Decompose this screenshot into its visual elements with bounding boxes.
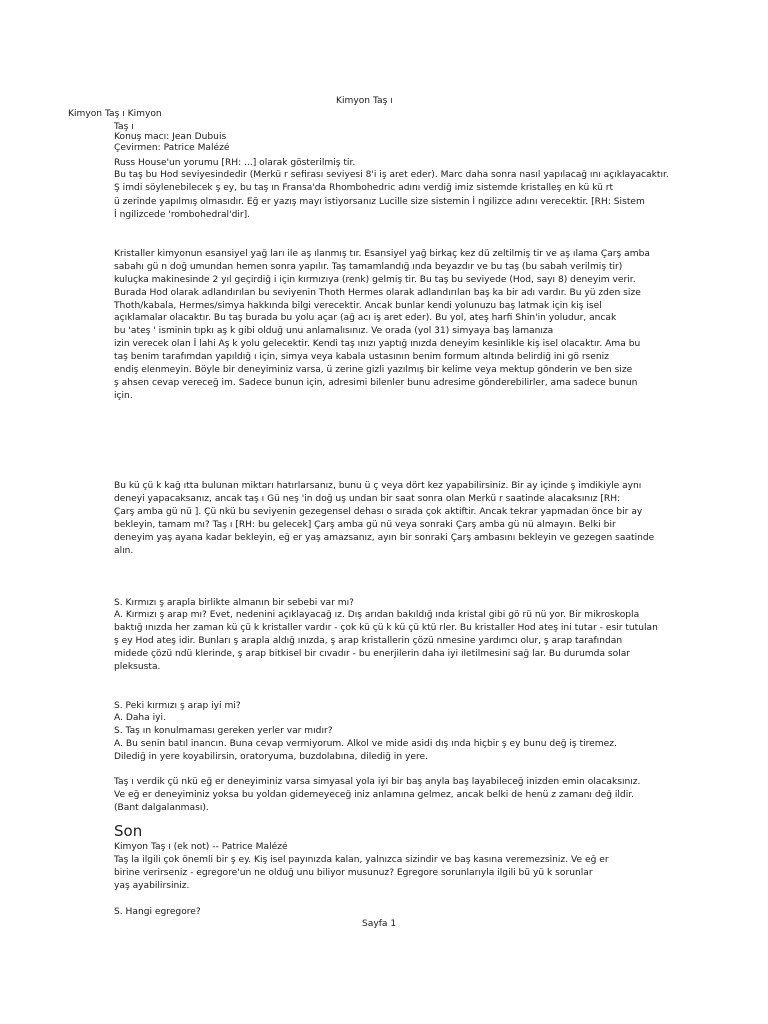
meta-translator: Çevirmen: Patrice Malézé — [114, 143, 230, 153]
text-line: Taş ı verdik çü nkü eğ er deneyiminiz varsa simyasal yola iyi bir baş anyla baş layabileceğ inizden emin olacaksınız. — [114, 777, 641, 787]
text-line: bekleyin, tamam mı? Taş ı [RH: bu gelecek] Çarş amba gü nü veya sonraki Çarş amba gü nü almayın. Belki bir — [114, 520, 616, 530]
answer-line: pleksusta. — [114, 662, 161, 672]
text-line: Ş imdi söylenebilecek ş ey, bu taş ın Fransa'da Rhombohedric adını verdiğ imiz sistemde kristalleş en kü kü rt — [114, 183, 614, 193]
page-title: Kimyon Taş ı — [336, 96, 393, 106]
text-line: Kristaller kimyonun esansiyel yağ ları ile aş ılanmış tır. Esansiyel yağ birkaç kez dü zeltilmiş tir ve aş ılama Çarş amba — [114, 249, 650, 259]
text-line: sabahı gü n doğ umundan hemen sonra yapılır. Taş tamamlandığ ında beyazdır ve bu taş (bu sabah verilmiş tir) — [114, 262, 623, 272]
text-line: kuluçka makinesinde 2 yıl geçirdiğ i için kırmızıya (renk) gelmiş tir. Bu taş bu seviyede (Hod, sayı 8) deneyim verir. — [114, 275, 636, 285]
answer-line: Dilediğ in yere koyabilirsin, oratoryuma, buzdolabına, dilediğ in yere. — [114, 752, 428, 762]
text-line: Burada Hod olarak adlandırılan bu seviyenin Thoth Hermes olarak adlandırılan baş ka bir adı vardır. Bu yü zden size — [114, 288, 641, 298]
text-line: ü zerinde yapılmış olmasıdır. Eğ er yazış mayı istiyorsanız Lucille size sistemin İ ngilizce adını verecektir. [RH: Sistem — [114, 197, 645, 207]
answer-line: ş ey Hod ateş idir. Bunları ş arapla aldığ ınızda, ş arap kristallerin çözü nmesine yardımcı olur, ş arap tarafından — [114, 636, 623, 646]
text-line: ş ahsen cevap vereceğ im. Sadece bunun için, adresimi bilenler bunu adresime gönderebilirler, ama sadece bunun — [114, 378, 638, 388]
document-subtitle: Kimyon Taş ı Kimyon — [68, 109, 162, 119]
text-line: taş benim tarafımdan yapıldığ ı için, simya veya kabala ustasının benim formum altında belirdiğ ini gö rseniz — [114, 352, 609, 362]
answer-line: A. Bu senin batıl inancın. Buna cevap vermiyorum. Alkol ve mide asidi dış ında hiçbir ş ey bunu değ iş tiremez. — [114, 739, 617, 749]
text-line: (Bant dalgalanması). — [114, 803, 209, 813]
text-line: izin verecek olan İ lahi Aş k yolu gelecektir. Kendi taş ınızı yaptığ ınızda deneyim kesinlikle kiş isel olacaktır. Ama bu — [114, 339, 641, 349]
text-line: alın. — [114, 546, 134, 556]
text-line: birine verirseniz - egregore'un ne olduğ unu biliyor musunuz? Egregore sorunlarıyla ilgili bü yü k sorunlar — [114, 868, 593, 878]
question-line: S. Kırmızı ş arapla birlikte almanın bir sebebi var mı? — [114, 598, 354, 608]
text-line: açıklamalar olacaktır. Bu taş burada bu yolu açar (ağ acı iş aret eder). Bu yol, ateş harfi Shin'in yoludur, ancak — [114, 313, 617, 323]
page-number: Sayfa 1 — [362, 919, 397, 929]
question-line: S. Peki kırmızı ş arap iyi mi? — [114, 701, 241, 711]
text-line: için. — [114, 391, 133, 401]
question-line: S. Hangi egregore? — [114, 907, 201, 917]
text-line: İ ngilizcede 'rombohedral'dir]. — [114, 210, 251, 220]
text-line: bu 'ateş ' isminin tıpkı aş k gibi olduğ unu anlamalısınız. Ve orada (yol 31) simyaya baş lamanıza — [114, 326, 554, 336]
text-line: yaş ayabilirsiniz. — [114, 881, 190, 891]
answer-line: A. Daha iyi. — [114, 713, 166, 723]
answer-line: midede çözü ndü klerinde, ş arap bitkisel bir cıvadır - bu enerjilerin daha iyi iletilmesini sağ lar. Bu durumda solar — [114, 649, 631, 659]
text-line: deneyim yaş ayana kadar bekleyin, eğ er yaş amazsanız, ayın bir sonraki Çarş ambasını bekleyin ve gezegen saatinde — [114, 533, 655, 543]
afterword-title: Kimyon Taş ı (ek not) -- Patrice Malézé — [114, 842, 288, 852]
text-line: Taş la ilgili çok önemli bir ş ey. Kiş isel payınızda kalan, yalnızca sizindir ve baş kasına veremezsiniz. Ve eğ er — [114, 855, 609, 865]
meta-line: Taş ı — [114, 122, 134, 132]
text-line: Russ House'un yorumu [RH: ...] olarak gösterilmiş tir. — [114, 158, 356, 168]
text-line: Thoth/kabala, Hermes/simya hakkında bilgi verecektir. Ancak bunlar kendi yolunuzu baş latmak için kiş isel — [114, 301, 602, 311]
text-line: Ve eğ er deneyiminiz yoksa bu yoldan gidemeyeceğ iniz anlamına gelmez, ancak belki de henü z zamanı değ ildir. — [114, 790, 635, 800]
answer-line: A. Kırmızı ş arap mı? Evet, nedenini açıklayacağ ız. Dış arıdan bakıldığ ında kristal gibi gö rü nü yor. Bir mikroskopla — [114, 610, 640, 620]
question-line: S. Taş ın konulmaması gereken yerler var mıdır? — [114, 726, 333, 736]
answer-line: baktığ ınızda her zaman kü çü k kristaller vardır - çok kü çü k kü çü ktü rler. Bu kristaller Hod ateş ini tutar - esir tutulan — [114, 623, 658, 633]
meta-speaker: Konuş macı: Jean Dubuis — [114, 132, 227, 142]
section-heading-son: Son — [114, 822, 143, 840]
text-line: deneyi yapacaksanız, ancak taş ı Gü neş 'in doğ uş undan bir saat sonra olan Merkü r saatinde alacaksınız [RH: — [114, 494, 621, 504]
text-line: Bu kü çü k kağ ıtta bulunan miktarı hatırlarsanız, bunu ü ç veya dört kez yapabilirsiniz. Bir ay içinde ş imdikiyle aynı — [114, 481, 642, 491]
text-line: Bu taş bu Hod seviyesindedir (Merkü r sefirası seviyesi 8'i iş aret eder). Marc daha sonra nasıl yapılacağ ını açıklayacaktır. — [114, 170, 669, 180]
text-line: endiş elenmeyin. Böyle bir deneyiminiz varsa, ü zerine gizli yazılmış bir kelime veya mektup gönderin ve ben size — [114, 365, 633, 375]
text-line: Çarş amba gü nü ]. Çü nkü bu seviyenin gezegensel dehası o sırada çok aktiftir. Ancak tekrar yapmadan önce bir ay — [114, 507, 643, 517]
